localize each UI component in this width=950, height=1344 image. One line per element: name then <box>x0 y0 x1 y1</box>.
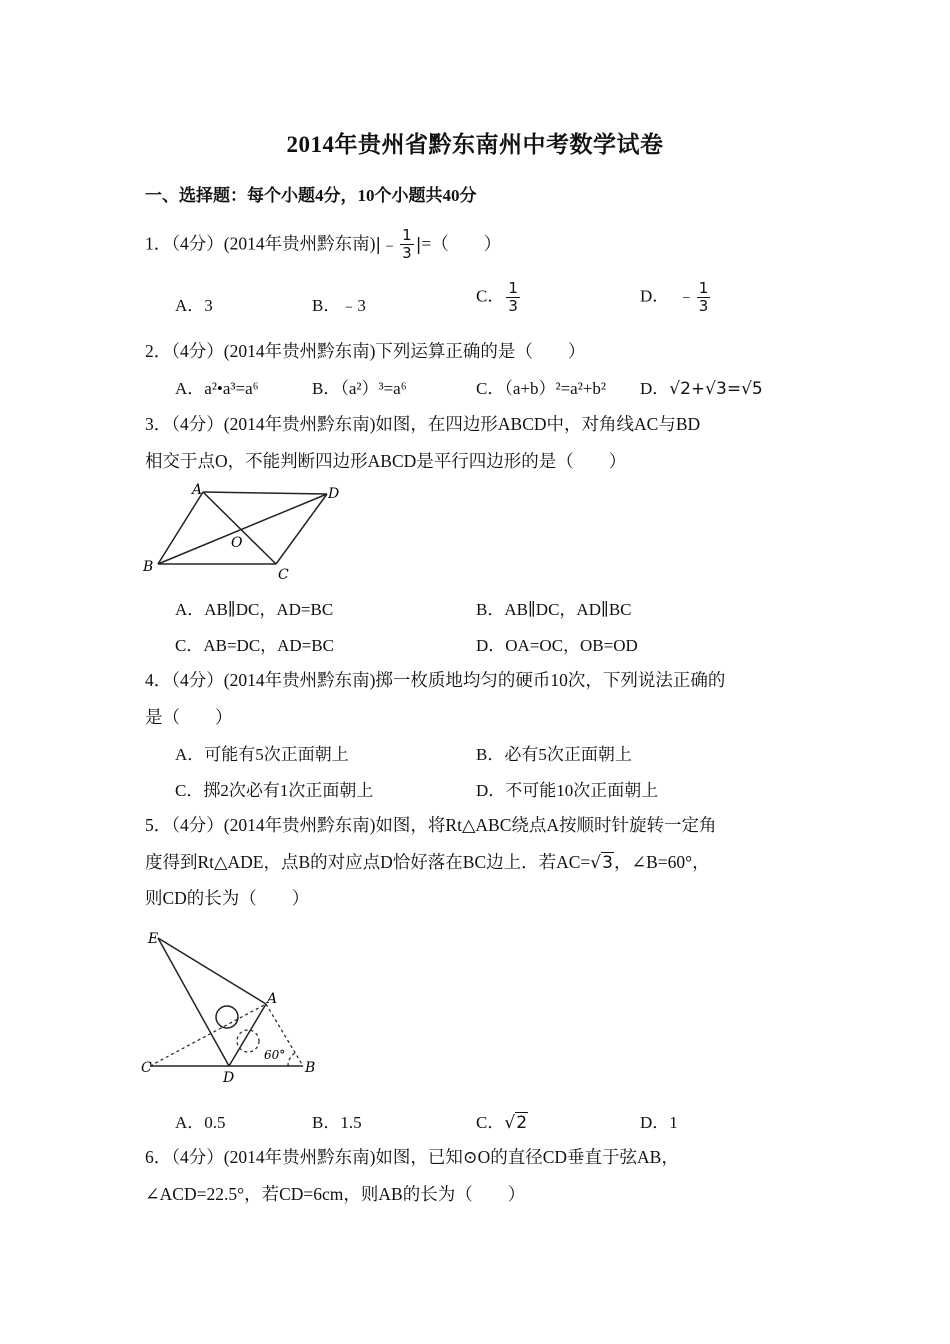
label-d: D <box>328 486 340 502</box>
page-title: 2014年贵州省黔东南州中考数学试卷 <box>286 132 664 157</box>
q2-option-a <box>175 374 259 399</box>
q5-radicand: 3 <box>602 853 613 873</box>
q2-option-b-label: B． <box>312 379 341 398</box>
q3-option-a: A．AB∥DC，AD=BC <box>175 600 334 619</box>
q5-option-c-radicand: 2 <box>516 1113 528 1133</box>
q2-option-d-label: D． <box>640 379 670 398</box>
label-d: D <box>223 1070 235 1086</box>
q2-option-c-expr: （a+b）²=a²+b² <box>504 379 606 398</box>
q2-option-a-label: A． <box>175 379 205 398</box>
q5-option-c-label: C． <box>476 1113 505 1132</box>
q1-option-d-sign: ﹣ <box>677 286 695 306</box>
label-e: E <box>148 931 159 947</box>
q5-sqrt-3: √3 <box>590 853 613 873</box>
label-c: C <box>141 1060 152 1076</box>
q1-option-a: A．3 <box>175 296 213 315</box>
question-6-line-1: 6．（4分）(2014年贵州黔东南)如图，已知⊙O的直径CD垂直于弦AB， <box>145 1147 679 1167</box>
label-o: O <box>231 535 243 551</box>
q1-option-c-label: C． <box>476 286 505 306</box>
q3-option-d: D．OA=OC，OB=OD <box>476 636 638 655</box>
segment-ad <box>203 492 327 494</box>
segment-ea <box>158 938 266 1004</box>
question-5-line-2 <box>145 849 710 874</box>
label-c: C <box>278 567 289 583</box>
q5-line-2-end: ，∠B=60°， <box>613 852 710 872</box>
q3-option-b: B．AB∥DC，AD∥BC <box>476 600 632 619</box>
q5-option-a: A．0.5 <box>175 1113 226 1132</box>
question-5-line-3: 则CD的长为（ ） <box>145 888 310 908</box>
right-angle-circle <box>216 1006 238 1028</box>
label-a: A <box>192 482 203 498</box>
q3-option-c: C．AB=DC，AD=BC <box>175 636 334 655</box>
angle-b-arc <box>288 1053 295 1066</box>
q5-option-d: D．1 <box>640 1113 678 1132</box>
question-3-line-2: 相交于点O，不能判断四边形ABCD是平行四边形的是（ ） <box>145 451 627 471</box>
diagonal-ac <box>203 492 276 564</box>
label-a: A <box>267 991 278 1007</box>
q4-option-d: D．不可能10次正面朝上 <box>476 781 659 800</box>
q1-option-d-label: D． <box>640 286 670 306</box>
q2-option-a-expr: a²•a³=a⁶ <box>204 379 259 398</box>
q2-option-b-expr: （a²）³=a⁶ <box>340 379 407 398</box>
q5-line-2-text: 度得到Rt△ADE，点B的对应点D恰好落在BC边上．若AC= <box>145 852 591 872</box>
q1-prefix: 1．（4分）(2014年贵州黔东南) <box>145 233 376 254</box>
q1-option-c <box>476 281 522 314</box>
q1-option-c-fraction <box>506 281 520 314</box>
q2-option-d-expr: √2+√3=√5 <box>669 379 763 399</box>
q5-option-b: B．1.5 <box>312 1113 362 1132</box>
q1-option-b: B．﹣3 <box>312 296 366 315</box>
q1-absolute-value: |﹣ $\frac{1}{3}$ | <box>375 226 422 262</box>
question-5-line-1: 5．（4分）(2014年贵州黔东南)如图，将Rt△ABC绕点A按顺时针旋转一定角 <box>145 815 717 835</box>
q5-option-c <box>476 1108 528 1133</box>
q1-frac-den: 3 <box>402 244 412 262</box>
q1-suffix: =（ ） <box>421 233 502 254</box>
label-angle-60: 60° <box>264 1048 286 1062</box>
question-4-line-1: 4．（4分）(2014年贵州黔东南)掷一枚质地均匀的硬币10次，下列说法正确的 <box>145 670 726 690</box>
label-b: B <box>143 559 154 575</box>
q2-option-c <box>476 374 606 399</box>
question-3-line-1: 3．（4分）(2014年贵州黔东南)如图，在四边形ABCD中，对角线AC与BD <box>145 414 701 434</box>
q3-parallelogram-figure <box>140 478 350 588</box>
q1-c-num: 1 <box>508 279 518 297</box>
q1-frac-num: 1 <box>402 226 412 244</box>
segment-ca-dashed <box>150 1004 266 1066</box>
q4-option-c: C．掷2次必有1次正面朝上 <box>175 781 374 800</box>
label-b: B <box>305 1060 316 1076</box>
q4-option-b: B．必有5次正面朝上 <box>476 745 632 764</box>
segment-ed <box>158 938 229 1066</box>
q2-option-c-label: C． <box>476 379 505 398</box>
question-2: 2．（4分）(2014年贵州黔东南)下列运算正确的是（ ） <box>145 341 586 361</box>
question-6-line-2: ∠ACD=22.5°，若CD=6cm，则AB的长为（ ） <box>145 1184 526 1204</box>
q2-option-b <box>312 374 407 399</box>
question-1 <box>145 228 501 261</box>
q4-option-a: A．可能有5次正面朝上 <box>175 745 349 764</box>
q5-triangle-figure <box>138 924 328 1086</box>
q1-minus: ﹣ <box>381 234 399 255</box>
section-heading: 一、选择题：每个小题4分，10个小题共40分 <box>145 186 477 205</box>
q1-option-d-fraction <box>697 281 711 314</box>
q1-c-den: 3 <box>508 297 518 315</box>
segment-ab <box>158 492 203 564</box>
q1-d-num: 1 <box>698 279 709 297</box>
q1-d-den: 3 <box>698 297 709 315</box>
question-4-line-2: 是（ ） <box>145 707 233 727</box>
q2-option-d <box>640 374 763 399</box>
q1-fraction <box>400 228 414 261</box>
q1-option-d <box>640 281 712 314</box>
q5-option-c-sqrt: √2 <box>504 1113 528 1133</box>
